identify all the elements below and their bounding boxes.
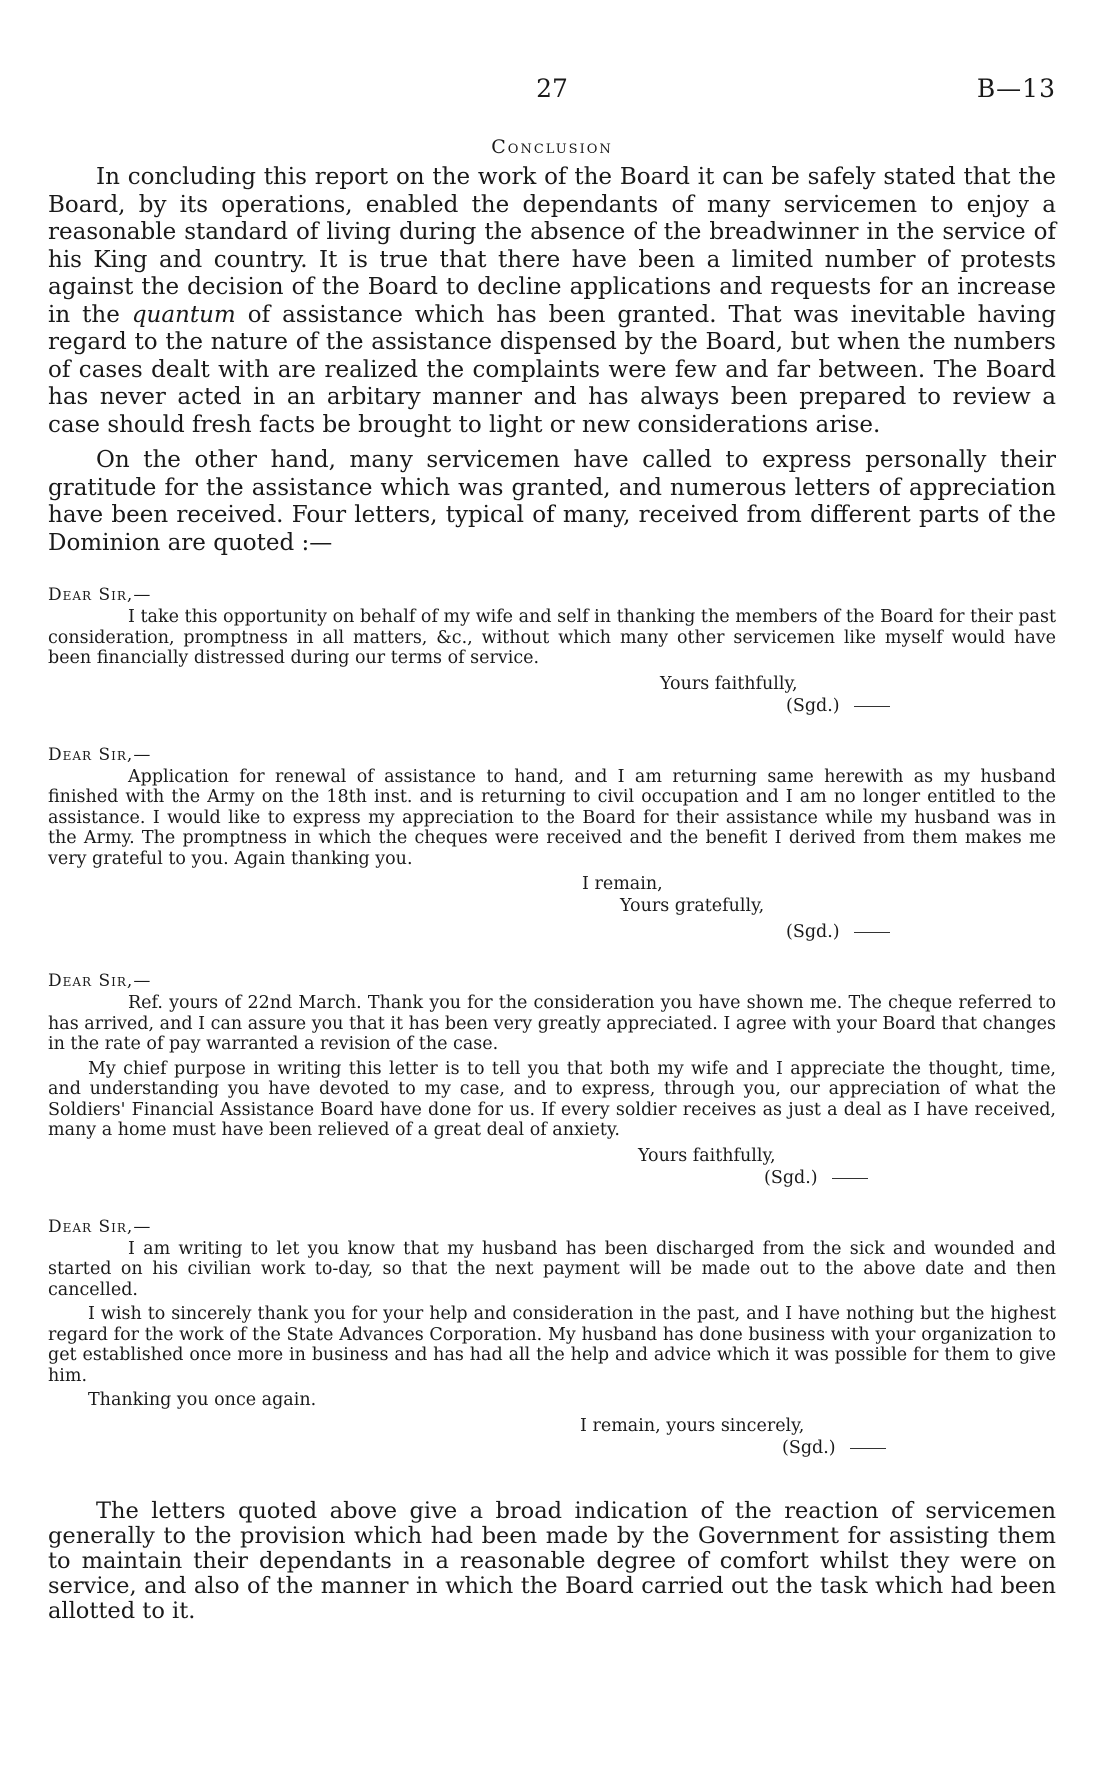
letter-paragraph: Thanking you once again. <box>88 1390 317 1410</box>
letter-paragraph: I take this opportunity on behalf of my wife and self in thanking the members of the Board for their past consideration, promptness in all matters, &c., without which many other servicemen like myself would have been financially distressed during our terms of service. <box>48 607 1056 668</box>
final-paragraph: The letters quoted above give a broad indication of the reaction of servicemen generally to the provision which had been made by the Government for assisting them to maintain their dependants in a reasonable degree of comfort whilst they were on service, and also of the manner in which the Board carried out the task which had been allotted to it. <box>48 1497 1056 1624</box>
letter-signature: (Sgd.) <box>782 1437 1056 1459</box>
letter-paragraph: Ref. yours of 22nd March. Thank you for the consideration you have shown me. The cheque referred to has arrived, and I can assure you that it has been very greatly appreciated. I agree with your Board that changes in the rate of pay warranted a revision of the case. <box>48 993 1056 1054</box>
intro-paragraph-1 <box>48 164 1056 439</box>
document-reference: B—13 <box>976 74 1056 103</box>
letter-closing: I remain, <box>582 874 663 894</box>
letter-4 <box>48 1217 1056 1459</box>
letter-2 <box>48 745 1056 944</box>
letter-3 <box>48 971 1056 1189</box>
letter-closing: I remain, yours sincerely, <box>580 1415 805 1436</box>
letter-salutation: Dear Sir,— <box>48 585 152 605</box>
letter-signature: (Sgd.) <box>786 695 1056 717</box>
intro-paragraph-2: On the other hand, many servicemen have called to express personally their gratitude for the assistance which was granted, and numerous letters of appreciation have been received. Four letters, typical of many, received from different parts of the Dominion are quoted :— <box>48 447 1056 556</box>
letter-paragraph: My chief purpose in writing this letter is to tell you that both my wife and I appreciate the thought, time, and understanding you have devoted to my case, and to express, through you, our appreciation of what the Soldiers' Financial Assistance Board have done for us. If every soldier receives as just a deal as I have received, many a home must have been relieved of a great deal of anxiety. <box>48 1058 1056 1140</box>
section-title: Conclusion <box>491 136 613 158</box>
letter-paragraph: Application for renewal of assistance to hand, and I am returning same herewith as my husband finished with the Army on the 18th inst. and is returning to civil occupation and I am no longer entitled to the assistance. I would like to express my appreciation to the Board for their assistance while my husband was in the Army. The promptness in which the cheques were received and the benefit I derived from them makes me very grateful to you. Again thanking you. <box>48 766 1056 869</box>
page-content <box>48 136 1056 1632</box>
letter-1 <box>48 585 1056 717</box>
final-section <box>48 1499 1056 1624</box>
letter-closing: Yours faithfully, <box>638 1145 776 1166</box>
intro-text-b: of assistance which has been granted. That was inevitable having regard to the nature of the assistance dispensed by the Board, but when the numbers of cases dealt with are realized the complaints were few and far between. The Board has never acted in an arbitary manner and has always been prepared to review a case should fresh facts be brought to light or new considerations arise. <box>48 301 1056 438</box>
intro-italic-word: quantum <box>131 301 236 328</box>
letter-closing: Yours faithfully, <box>660 673 798 694</box>
letter-paragraph: I wish to sincerely thank you for your help and consideration in the past, and I have nothing but the highest regard for the work of the State Advances Corporation. My husband has done business with your organization to get established once more in business and has had all the help and advice which it was possible for them to give him. <box>48 1304 1056 1386</box>
letter-salutation: Dear Sir,— <box>48 971 152 991</box>
page-header <box>48 74 1056 108</box>
letter-paragraph: I am writing to let you know that my husband has been discharged from the sick and wounded and started on his civilian work to-day, so that the next payment will be made out to the above date and then cancelled. <box>48 1238 1056 1300</box>
page-number: 27 <box>536 74 568 103</box>
intro-text-a: In concluding this report on the work of the Board it can be safely stated that the Board, by its operations, enabled the dependants of many servicemen to enjoy a reasonable standard of living during the absence of the breadwinner in the service of his King and country. It is true that there have been a limited number of protests against the decision of the Board to decline applications and requests for an increase in the <box>48 164 1056 328</box>
letter-closing-2: Yours gratefully, <box>620 896 765 916</box>
letter-signature: (Sgd.) <box>786 921 1056 943</box>
letter-salutation: Dear Sir,— <box>48 1216 152 1237</box>
letter-signature: (Sgd.) <box>764 1167 1056 1189</box>
letter-salutation: Dear Sir,— <box>48 744 152 765</box>
